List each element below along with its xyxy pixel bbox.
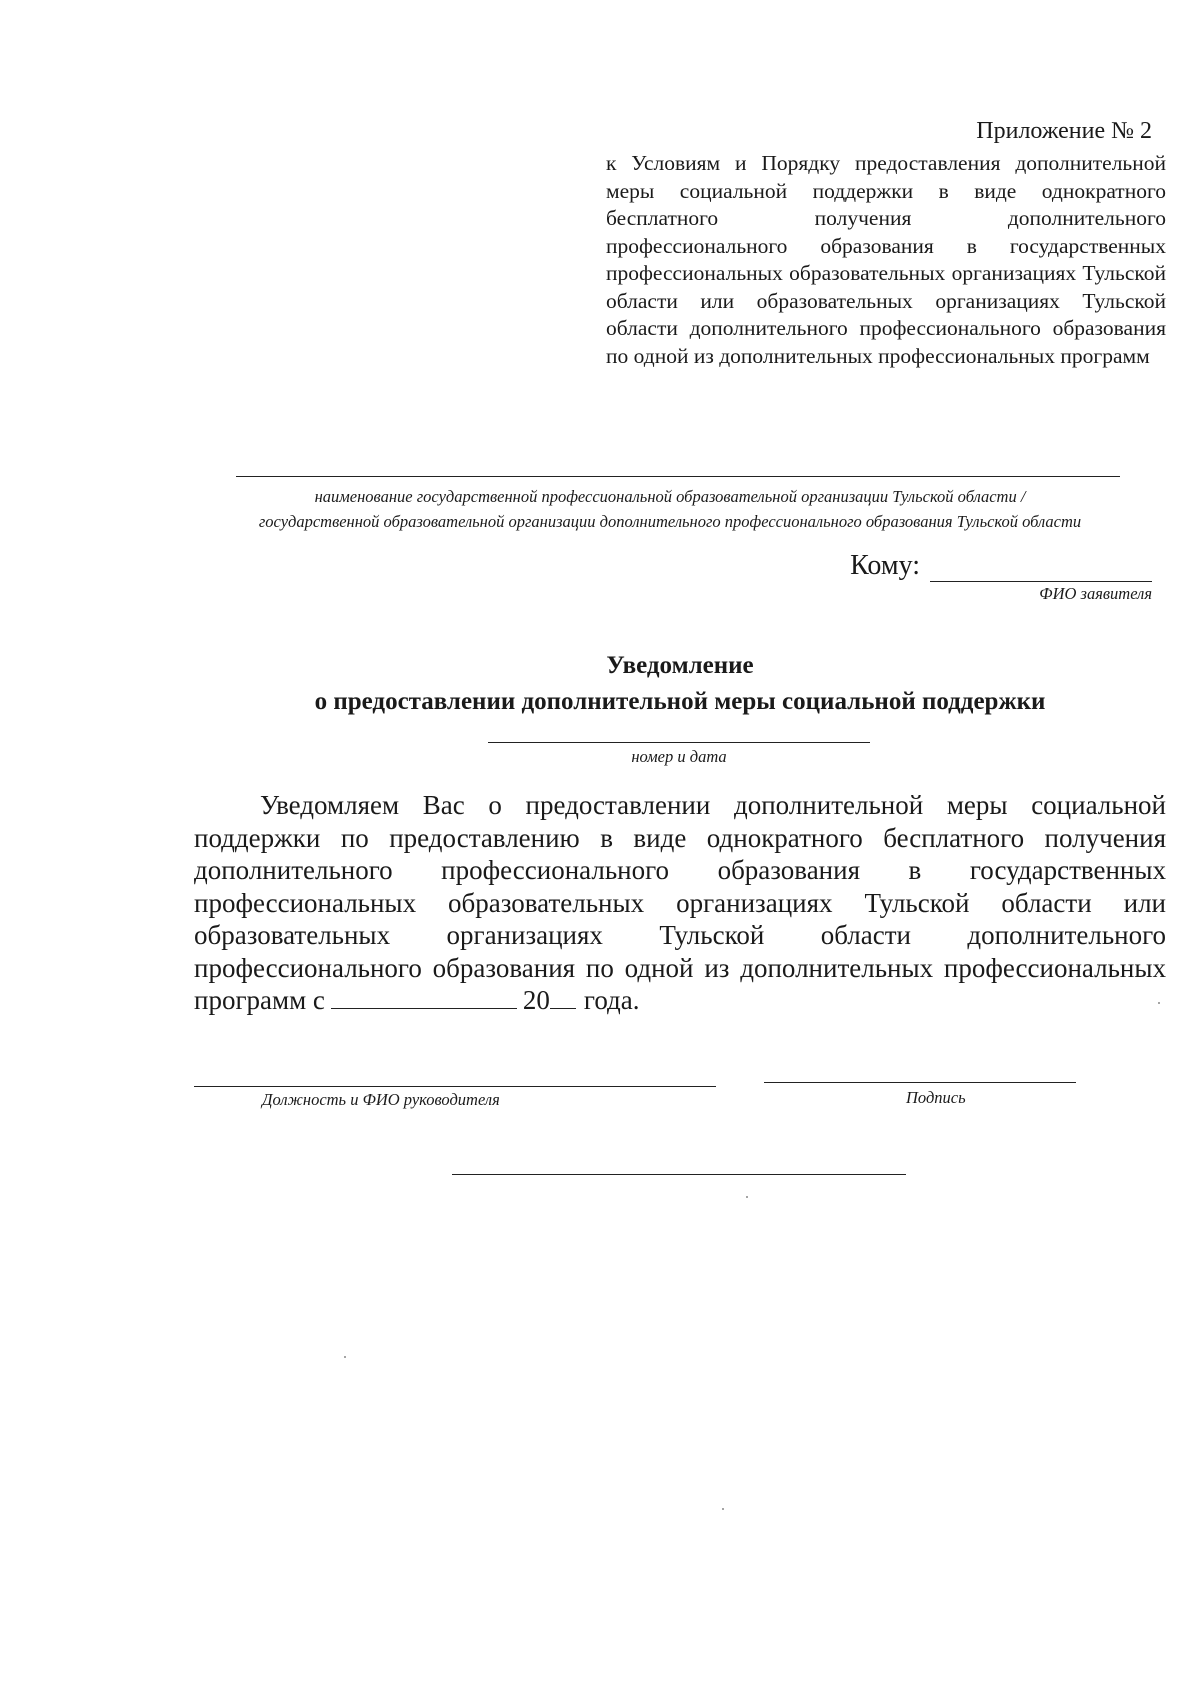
position-caption: Должность и ФИО руководителя: [262, 1090, 500, 1109]
scan-speck: [344, 1356, 346, 1358]
appendix-title: Приложение № 2: [976, 118, 1152, 144]
start-date-blank: [331, 986, 517, 1009]
signature-caption: Подпись: [906, 1088, 966, 1107]
organization-caption-line-1: наименование государственной профессиональной образовательной организации Тульской области /: [314, 487, 1026, 506]
document-subheading: о предоставлении дополнительной меры социальной поддержки: [314, 688, 1046, 715]
recipient-caption: ФИО заявителя: [1039, 584, 1152, 603]
scan-speck: [746, 1196, 748, 1198]
number-date-line: [488, 742, 870, 743]
notification-body: [194, 789, 1166, 1017]
signature-line: [764, 1082, 1076, 1083]
body-text-end: года.: [583, 985, 640, 1015]
year-suffix-blank: [550, 986, 576, 1009]
appendix-text: к Условиям и Порядку предоставления дополнительной меры социальной поддержки в виде однократного бесплатного получения дополнительного профессионального образования в государственных профессиональных образовательных организациях Тульской области или образовательных организациях Тульской области дополнительного профессионального образования по одной из дополнительных профессиональных программ: [606, 151, 1166, 368]
recipient-label: Кому:: [850, 550, 920, 581]
organization-name-line: [236, 476, 1120, 477]
organization-caption: [150, 484, 1190, 534]
scan-speck: [722, 1508, 724, 1510]
organization-caption-line-2: государственной образовательной организации дополнительного профессионального образования Тульской области: [258, 512, 1082, 531]
bottom-blank-line: [452, 1174, 906, 1175]
document-heading: Уведомление: [606, 652, 754, 679]
recipient-fill-line: [930, 557, 1152, 582]
position-name-line: [194, 1086, 716, 1087]
scan-speck: [1158, 1002, 1160, 1004]
year-prefix: 20: [522, 985, 550, 1015]
recipient-row: [850, 550, 1152, 582]
number-date-caption: номер и дата: [631, 747, 727, 766]
body-text-main: Уведомляем Вас о предоставлении дополнительной меры социальной поддержки по предоставлению в виде однократного бесплатного получения дополнительного профессионального образования в государственных профессиональных образовательных организациях Тульской области или образовательных организациях Тульской области дополнительного профессионального образования по одной из дополнительных профессиональных программ с: [194, 790, 1166, 1015]
